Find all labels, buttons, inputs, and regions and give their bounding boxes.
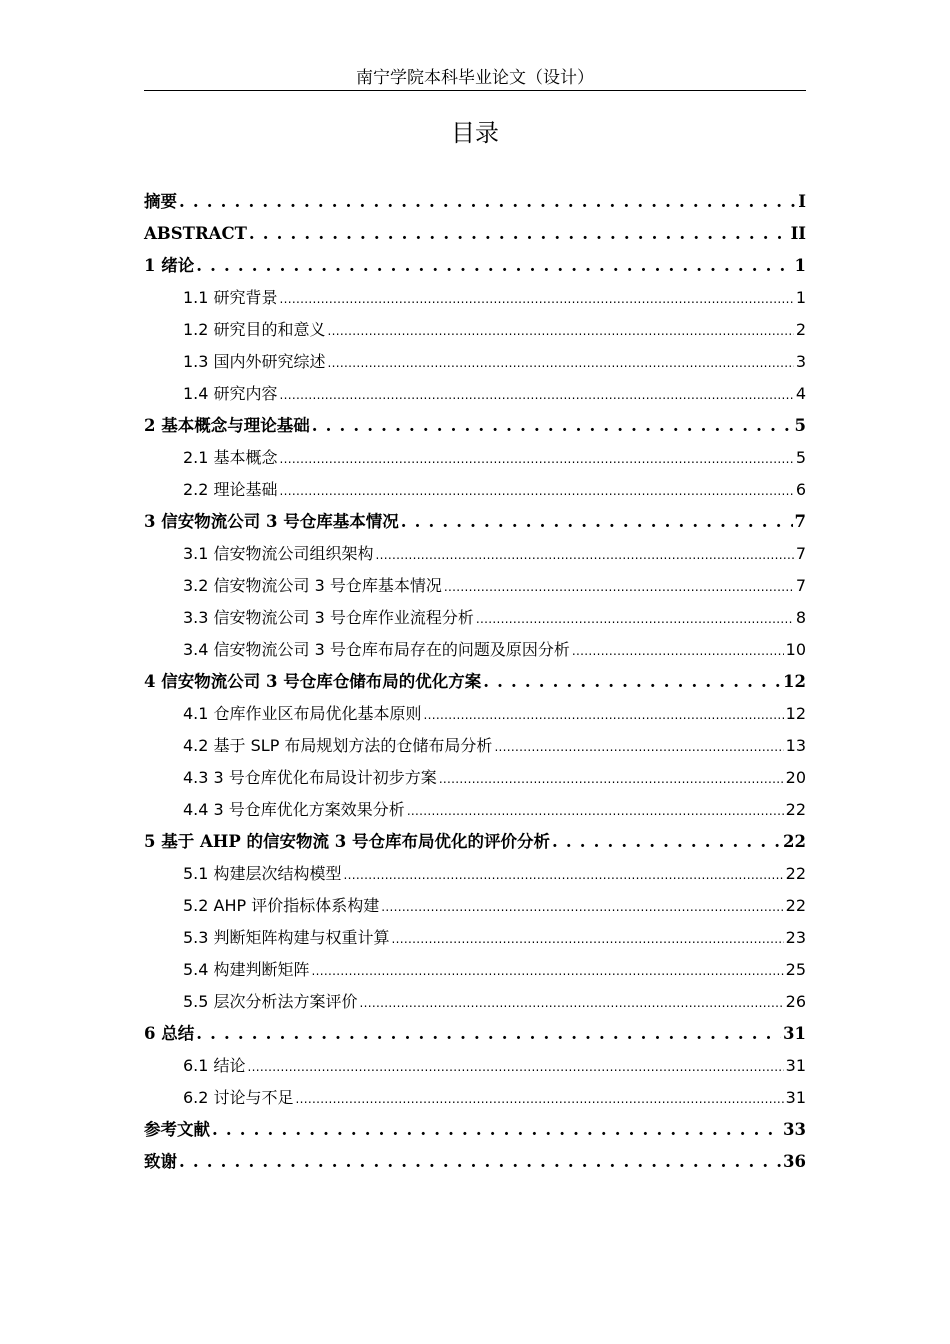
toc-entry-page-number: 12	[783, 672, 806, 691]
toc-entry-page-number: 7	[794, 512, 806, 531]
toc-entry-label: 4 信安物流公司 3 号仓库仓储布局的优化方案	[144, 672, 482, 691]
toc-entry-label: 2 基本概念与理论基础	[144, 416, 310, 435]
toc-dot-leader	[483, 666, 781, 698]
toc-entry-label: 6.2 讨论与不足	[183, 1088, 294, 1107]
toc-entry-page-number: 31	[785, 1056, 806, 1075]
toc-dot-leader	[179, 1146, 781, 1178]
toc-entry-label: 1.3 国内外研究综述	[183, 352, 326, 371]
toc-entry-label: 3.3 信安物流公司 3 号仓库作业流程分析	[183, 608, 474, 627]
toc-entry-label: 1.2 研究目的和意义	[183, 320, 326, 339]
toc-dot-leader	[401, 506, 793, 538]
toc-entry-label: 致谢	[144, 1152, 177, 1171]
toc-section-entry[interactable]	[144, 986, 806, 1018]
toc-entry-page-number: 22	[783, 832, 806, 851]
toc-entry-page-number: 2	[795, 320, 806, 339]
toc-entry-label: 3.4 信安物流公司 3 号仓库布局存在的问题及原因分析	[183, 640, 570, 659]
toc-section-entry[interactable]	[144, 442, 806, 474]
toc-section-entry[interactable]	[144, 634, 806, 666]
toc-entry-page-number: 26	[785, 992, 806, 1011]
toc-dot-leader	[280, 475, 794, 507]
toc-section-entry[interactable]	[144, 762, 806, 794]
table-of-contents	[144, 186, 806, 1178]
toc-section-entry[interactable]	[144, 314, 806, 346]
toc-entry-label: 参考文献	[144, 1120, 210, 1139]
toc-entry-page-number: 13	[785, 736, 806, 755]
toc-entry-page-number: 4	[795, 384, 806, 403]
toc-entry-label: 1.1 研究背景	[183, 288, 278, 307]
toc-dot-leader	[328, 347, 794, 379]
toc-dot-leader	[344, 859, 784, 891]
toc-dot-leader	[280, 443, 794, 475]
toc-section-entry[interactable]	[144, 954, 806, 986]
toc-entry-label: 2.1 基本概念	[183, 448, 278, 467]
toc-entry-label: 5 基于 AHP 的信安物流 3 号仓库布局优化的评价分析	[144, 832, 550, 851]
toc-entry-page-number: 33	[783, 1120, 806, 1139]
toc-section-entry[interactable]	[144, 794, 806, 826]
toc-section-entry[interactable]	[144, 698, 806, 730]
toc-dot-leader	[572, 635, 784, 667]
toc-entry-page-number: 7	[795, 576, 806, 595]
toc-dot-leader	[280, 283, 794, 315]
toc-chapter-entry[interactable]	[144, 250, 806, 282]
toc-dot-leader	[212, 1114, 781, 1146]
page-title: 目录	[451, 119, 499, 147]
toc-entry-page-number: 8	[795, 608, 806, 627]
toc-entry-page-number: 36	[783, 1152, 806, 1171]
toc-dot-leader	[476, 603, 794, 635]
toc-entry-page-number: 6	[795, 480, 806, 499]
toc-entry-label: 5.4 构建判断矩阵	[183, 960, 310, 979]
toc-entry-page-number: 22	[785, 864, 806, 883]
toc-chapter-entry[interactable]	[144, 506, 806, 538]
toc-chapter-entry[interactable]	[144, 666, 806, 698]
toc-entry-label: 摘要	[144, 192, 177, 211]
toc-chapter-entry[interactable]	[144, 410, 806, 442]
toc-entry-label: 3.2 信安物流公司 3 号仓库基本情况	[183, 576, 442, 595]
toc-dot-leader	[424, 699, 784, 731]
toc-entry-label: 5.5 层次分析法方案评价	[183, 992, 358, 1011]
toc-entry-page-number: 23	[785, 928, 806, 947]
toc-section-entry[interactable]	[144, 602, 806, 634]
toc-chapter-entry[interactable]	[144, 1114, 806, 1146]
page-header: 南宁学院本科毕业论文（设计）	[144, 66, 806, 91]
toc-section-entry[interactable]	[144, 570, 806, 602]
toc-dot-leader	[328, 315, 794, 347]
toc-entry-label: 4.3 3 号仓库优化布局设计初步方案	[183, 768, 437, 787]
toc-dot-leader	[407, 795, 784, 827]
toc-chapter-entry[interactable]	[144, 186, 806, 218]
toc-entry-page-number: 1	[795, 288, 806, 307]
toc-section-entry[interactable]	[144, 474, 806, 506]
toc-dot-leader	[196, 250, 792, 282]
toc-entry-label: 4.2 基于 SLP 布局规划方法的仓储布局分析	[183, 736, 493, 755]
toc-dot-leader	[494, 731, 783, 763]
toc-section-entry[interactable]	[144, 1050, 806, 1082]
toc-entry-page-number: 5	[795, 448, 806, 467]
toc-entry-page-number: 5	[794, 416, 806, 435]
toc-dot-leader	[444, 571, 794, 603]
toc-entry-label: 3 信安物流公司 3 号仓库基本情况	[144, 512, 399, 531]
toc-entry-page-number: 31	[783, 1024, 806, 1043]
toc-entry-page-number: 31	[785, 1088, 806, 1107]
toc-entry-label: 5.3 判断矩阵构建与权重计算	[183, 928, 390, 947]
toc-entry-label: 2.2 理论基础	[183, 480, 278, 499]
toc-dot-leader	[312, 410, 793, 442]
toc-section-entry[interactable]	[144, 730, 806, 762]
toc-dot-leader	[392, 923, 784, 955]
toc-chapter-entry[interactable]	[144, 1146, 806, 1178]
toc-section-entry[interactable]	[144, 858, 806, 890]
toc-entry-page-number: I	[798, 192, 806, 211]
toc-entry-label: 5.1 构建层次结构模型	[183, 864, 342, 883]
toc-dot-leader	[249, 218, 789, 250]
toc-section-entry[interactable]	[144, 922, 806, 954]
toc-dot-leader	[439, 763, 784, 795]
toc-section-entry[interactable]	[144, 890, 806, 922]
toc-chapter-entry[interactable]	[144, 1018, 806, 1050]
toc-section-entry[interactable]	[144, 1082, 806, 1114]
toc-entry-label: 4.1 仓库作业区布局优化基本原则	[183, 704, 422, 723]
toc-section-entry[interactable]	[144, 346, 806, 378]
toc-section-entry[interactable]	[144, 538, 806, 570]
toc-entry-label: ABSTRACT	[144, 224, 247, 243]
toc-dot-leader	[552, 826, 781, 858]
toc-dot-leader	[179, 186, 796, 218]
toc-entry-label: 1 绪论	[144, 256, 195, 275]
toc-entry-page-number: 10	[785, 640, 806, 659]
toc-entry-page-number: 12	[785, 704, 806, 723]
toc-entry-page-number: 7	[795, 544, 806, 563]
toc-entry-label: 6 总结	[144, 1024, 195, 1043]
toc-chapter-entry[interactable]	[144, 218, 806, 250]
toc-chapter-entry[interactable]	[144, 826, 806, 858]
toc-entry-label: 5.2 AHP 评价指标体系构建	[183, 896, 380, 915]
toc-dot-leader	[280, 379, 794, 411]
toc-entry-page-number: 22	[785, 896, 806, 915]
toc-entry-page-number: 20	[785, 768, 806, 787]
toc-dot-leader	[248, 1051, 784, 1083]
toc-entry-page-number: 3	[795, 352, 806, 371]
toc-entry-label: 1.4 研究内容	[183, 384, 278, 403]
toc-entry-page-number: 1	[794, 256, 806, 275]
toc-dot-leader	[360, 987, 784, 1019]
toc-dot-leader	[312, 955, 784, 987]
toc-dot-leader	[376, 539, 794, 571]
toc-section-entry[interactable]	[144, 282, 806, 314]
toc-entry-page-number: II	[790, 224, 806, 243]
toc-entry-label: 4.4 3 号仓库优化方案效果分析	[183, 800, 405, 819]
toc-section-entry[interactable]	[144, 378, 806, 410]
toc-dot-leader	[196, 1018, 781, 1050]
toc-dot-leader	[381, 891, 783, 923]
toc-entry-page-number: 25	[785, 960, 806, 979]
toc-entry-label: 3.1 信安物流公司组织架构	[183, 544, 374, 563]
toc-entry-label: 6.1 结论	[183, 1056, 246, 1075]
toc-dot-leader	[296, 1083, 784, 1115]
toc-entry-page-number: 22	[785, 800, 806, 819]
